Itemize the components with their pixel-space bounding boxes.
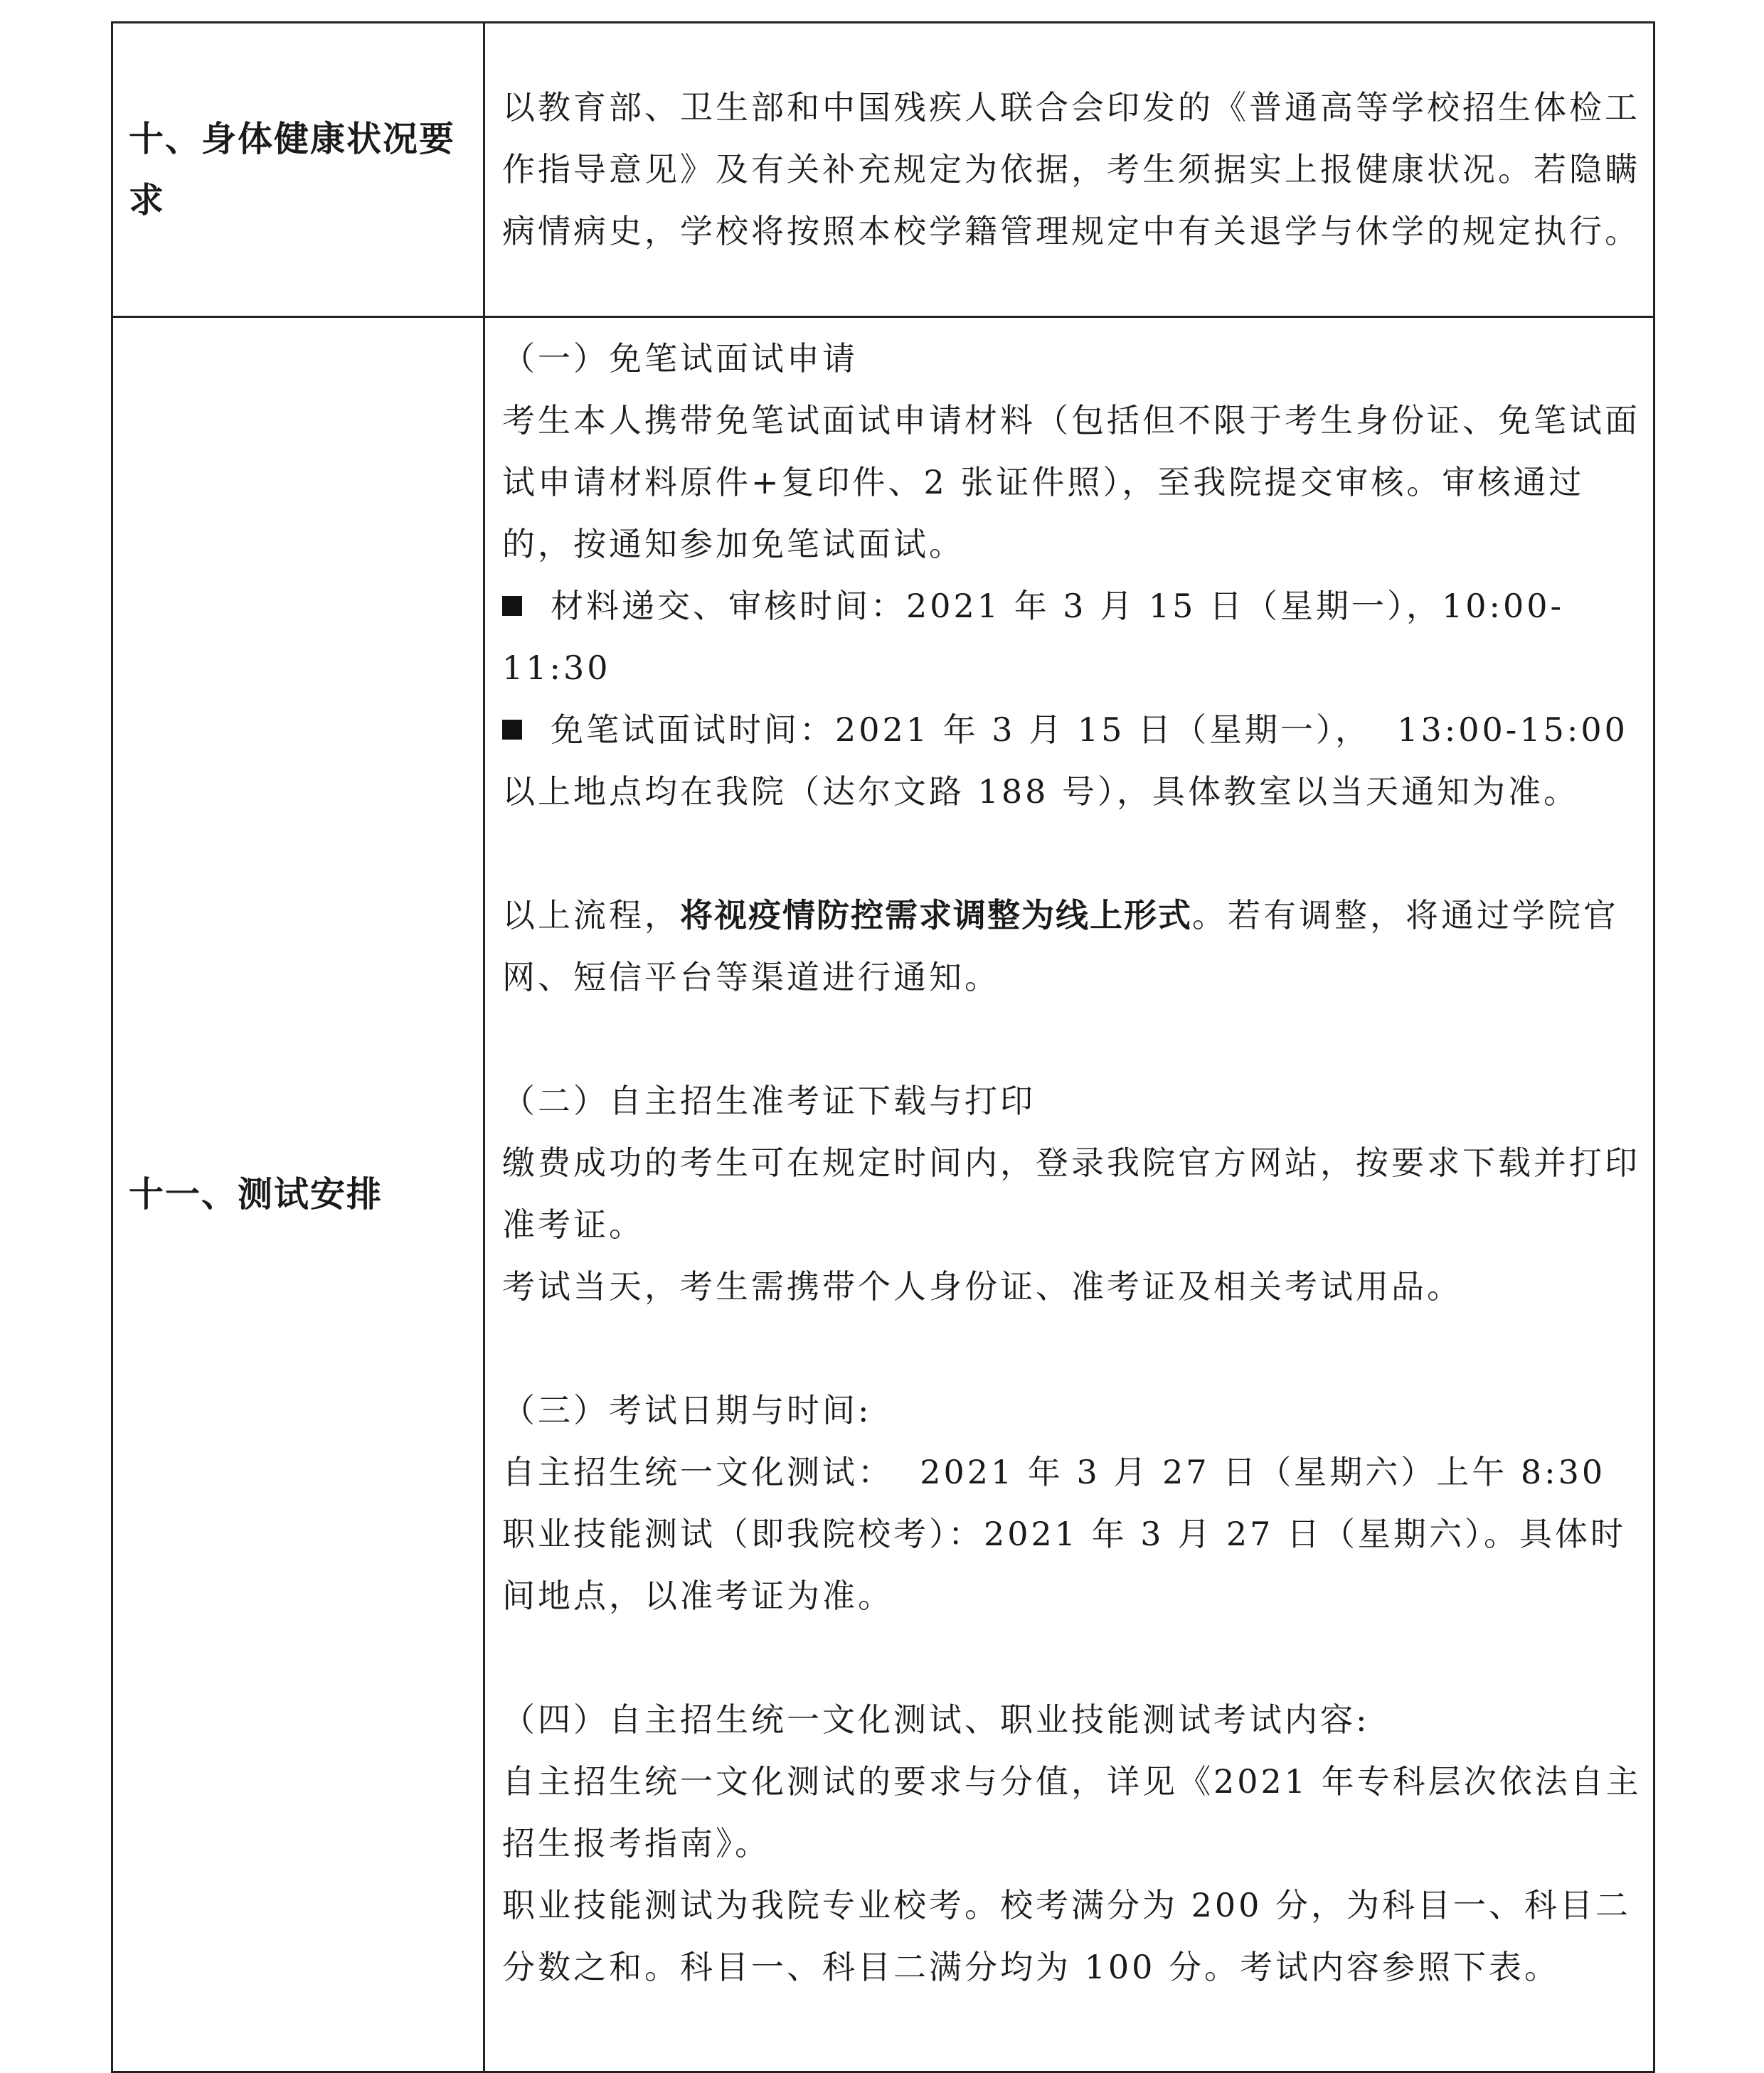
spacer bbox=[502, 1627, 1642, 1689]
black-square-icon bbox=[502, 596, 522, 616]
health-requirement-heading: 十、身体健康状况要求 bbox=[112, 23, 484, 317]
section-1-bullet-1 bbox=[502, 575, 1642, 699]
section-3-paragraph-1: 自主招生统一文化测试： 2021 年 3 月 27 日（星期六）上午 8:30 bbox=[502, 1453, 1606, 1491]
spacer bbox=[502, 823, 1642, 885]
section-1-p3-bold: 将视疫情防控需求调整为线上形式 bbox=[680, 896, 1192, 934]
section-1-p3-pre: 以上流程， bbox=[502, 896, 680, 934]
section-2-paragraph-2: 考试当天，考生需携带个人身份证、准考证及相关考试用品。 bbox=[502, 1267, 1462, 1306]
test-arrangement-cell bbox=[484, 317, 1654, 2072]
section-1-bullet-2-text: 免笔试面试时间：2021 年 3 月 15 日（星期一）， 13:00-15:00 bbox=[551, 710, 1628, 749]
section-1-bullet-1-text: 材料递交、审核时间：2021 年 3 月 15 日（星期一），10:00-11:30 bbox=[502, 587, 1565, 687]
section-3-title: （三）考试日期与时间: bbox=[502, 1391, 872, 1429]
section-4-paragraph-2: 职业技能测试为我院专业校考。校考满分为 200 分，为科目一、科目二分数之和。科目一、科目二满分均为 100 分。考试内容参照下表。 bbox=[502, 1886, 1632, 1986]
section-4-title: （四）自主招生统一文化测试、职业技能测试考试内容: bbox=[502, 1700, 1370, 1739]
section-1-paragraph-3 bbox=[502, 885, 1642, 1008]
health-requirement-row bbox=[112, 23, 1654, 317]
test-arrangement-row bbox=[112, 317, 1654, 2072]
spacer bbox=[502, 1318, 1642, 1380]
section-4-paragraph-1: 自主招生统一文化测试的要求与分值，详见《2021 年专科层次依法自主招生报考指南》。 bbox=[502, 1762, 1642, 1862]
section-3-paragraph-2: 职业技能测试（即我院校考）：2021 年 3 月 27 日（星期六）。具体时间地点，以准考证为准。 bbox=[502, 1515, 1626, 1615]
spacer bbox=[502, 1008, 1642, 1070]
health-requirement-text: 以教育部、卫生部和中国残疾人联合会印发的《普通高等学校招生体检工作指导意见》及有关补充规定为依据，考生须据实上报健康状况。若隐瞒病情病史，学校将按照本校学籍管理规定中有关退学与休学的规定执行。 bbox=[502, 88, 1640, 250]
section-1-paragraph-1: 考生本人携带免笔试面试申请材料（包括但不限于考生身份证、免笔试面试申请材料原件+复印件、2 张证件照），至我院提交审核。审核通过的，按通知参加免笔试面试。 bbox=[502, 401, 1640, 563]
section-2-paragraph-1: 缴费成功的考生可在规定时间内，登录我院官方网站，按要求下载并打印准考证。 bbox=[502, 1144, 1640, 1244]
section-1-bullet-2 bbox=[502, 699, 1642, 761]
section-1-p3-post: 。若有调整，将通过学院官网、短信平台等渠道进行通知。 bbox=[502, 896, 1619, 996]
black-square-icon bbox=[502, 720, 522, 740]
admission-info-table bbox=[111, 21, 1655, 2073]
test-arrangement-heading: 十一、测试安排 bbox=[112, 317, 484, 2072]
health-requirement-cell bbox=[484, 23, 1654, 317]
section-1-paragraph-2: 以上地点均在我院（达尔文路 188 号），具体教室以当天通知为准。 bbox=[502, 772, 1580, 811]
section-1-title: （一）免笔试面试申请 bbox=[502, 339, 858, 378]
section-2-title: （二）自主招生准考证下载与打印 bbox=[502, 1082, 1036, 1120]
